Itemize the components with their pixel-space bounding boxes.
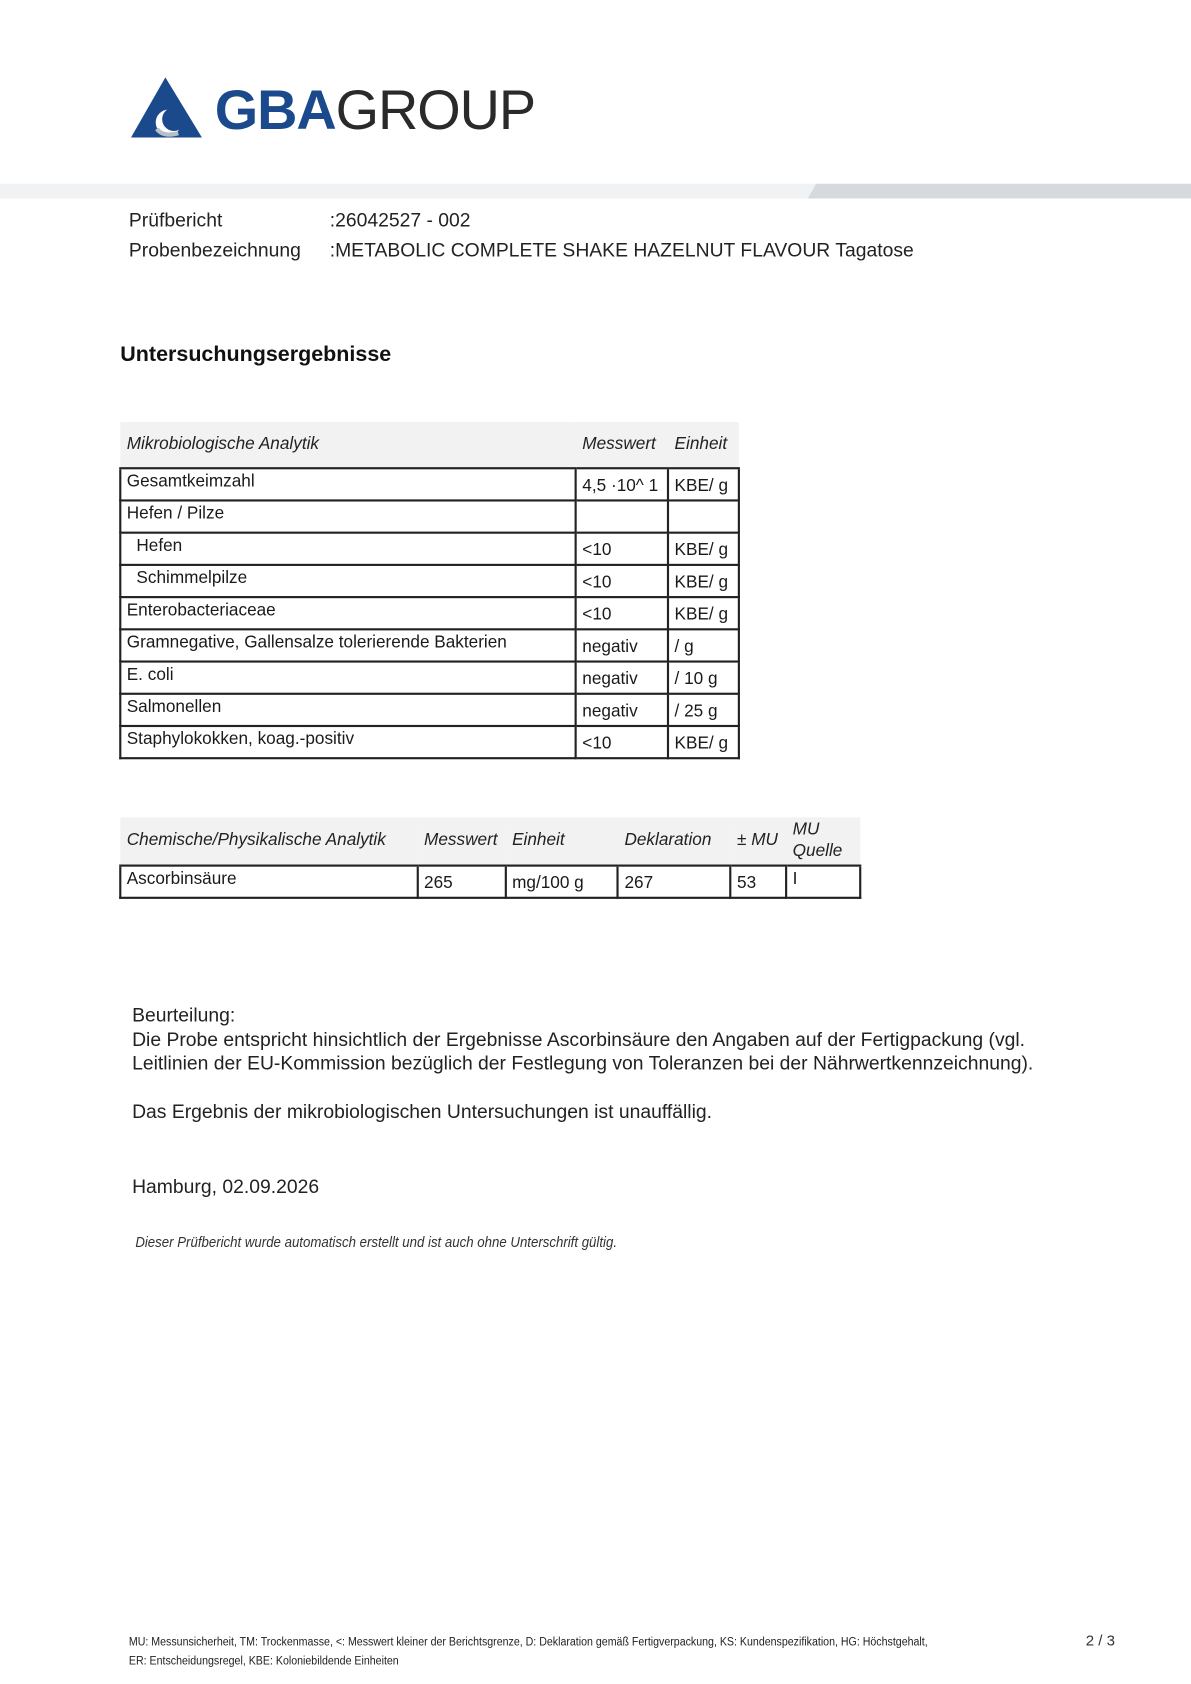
measured-value: negativ <box>576 629 668 661</box>
logo-wordmark <box>215 78 535 142</box>
table-header-row <box>120 817 860 865</box>
results-heading: Untersuchungsergebnisse <box>120 342 392 367</box>
unit: mg/100 g <box>506 866 618 898</box>
measured-value: negativ <box>576 662 668 694</box>
unit: / g <box>668 629 739 661</box>
declaration-value: 267 <box>618 866 731 898</box>
unit: / 25 g <box>668 694 739 726</box>
unit: KBE/ g <box>668 726 739 758</box>
unit: / 10 g <box>668 662 739 694</box>
column-header-unit: Einheit <box>506 817 618 865</box>
table-row <box>120 662 739 694</box>
analysis-name: Salmonellen <box>120 694 576 726</box>
table-row <box>120 533 739 565</box>
header-band <box>0 184 1191 199</box>
sample-name-value: :METABOLIC COMPLETE SHAKE HAZELNUT FLAVOUR Tagatose <box>329 239 914 261</box>
analysis-name: Enterobacteriaceae <box>120 597 576 629</box>
analysis-name: E. coli <box>120 662 576 694</box>
footer-legend <box>129 1632 928 1671</box>
analysis-name: Ascorbinsäure <box>120 866 417 898</box>
table-header-row <box>120 422 739 468</box>
assessment-heading: Beurteilung: <box>132 1004 236 1026</box>
column-header-value: Messwert <box>576 422 668 468</box>
unit: KBE/ g <box>668 533 739 565</box>
analysis-name: Schimmelpilze <box>120 565 576 597</box>
logo-group-text: GROUP <box>335 79 536 142</box>
mu-source-value: I <box>786 866 860 898</box>
unit <box>668 500 739 532</box>
measured-value: negativ <box>576 694 668 726</box>
analysis-name: Hefen <box>120 533 576 565</box>
column-header-declaration: Deklaration <box>618 817 731 865</box>
report-number-row <box>129 208 945 232</box>
assessment-line-2: Leitlinien der EU-Kommission bezüglich der Festlegung von Toleranzen bei der Nährwertkennzeichnung). <box>132 1052 1034 1074</box>
column-header-unit: Einheit <box>668 422 739 468</box>
report-number-label: Prüfbericht <box>128 209 223 231</box>
analysis-name: Hefen / Pilze <box>120 500 576 532</box>
microbiology-table <box>119 422 740 759</box>
unit: KBE/ g <box>668 597 739 629</box>
auto-generated-note: Dieser Prüfbericht wurde automatisch erstellt und ist auch ohne Unterschrift gültig. <box>135 1232 618 1251</box>
mu-source-line-2: Quelle <box>792 841 843 861</box>
gba-group-logo <box>131 75 536 142</box>
table-row <box>120 629 739 661</box>
sample-name-label: Probenbezeichnung <box>128 239 301 261</box>
table-row <box>120 500 739 532</box>
column-header-analysis: Chemische/Physikalische Analytik <box>120 817 417 865</box>
logo-gba-text: GBA <box>214 79 336 142</box>
report-number-value: :26042527 ‑ 002 <box>329 209 471 231</box>
unit: KBE/ g <box>668 468 739 500</box>
column-header-value: Messwert <box>418 817 506 865</box>
mu-value: 53 <box>731 866 787 898</box>
measured-value: <10 <box>576 565 668 597</box>
table-row <box>120 726 739 758</box>
measured-value: <10 <box>576 726 668 758</box>
measured-value: <10 <box>576 533 668 565</box>
analysis-name: Gramnegative, Gallensalze tolerierende Bakterien <box>120 629 576 661</box>
table-row <box>120 565 739 597</box>
mu-source-line-1: MU <box>792 820 820 839</box>
footer-line-1: MU: Messunsicherheit, TM: Trockenmasse, <: Messwert kleiner der Berichtsgrenze, D: Deklaration gemäß Fertigverpackung, KS: Kundenspezifikation, HG: Höchstgehalt, <box>128 1635 928 1649</box>
column-header-mu: ± MU <box>731 817 787 865</box>
measured-value: 265 <box>418 866 506 898</box>
footer-line-2: ER: Entscheidungsregel, KBE: Koloniebildende Einheiten <box>128 1654 399 1668</box>
column-header-analysis: Mikrobiologische Analytik <box>120 422 576 468</box>
page-number: 2 / 3 <box>1085 1631 1116 1649</box>
logo-mark-icon <box>131 75 206 142</box>
measured-value: <10 <box>576 597 668 629</box>
analysis-name: Staphylokokken, koag.-positiv <box>120 726 576 758</box>
measured-value: 4,5 ·10^ 1 <box>576 468 668 500</box>
unit: KBE/ g <box>668 565 739 597</box>
column-header-mu-source <box>786 817 860 865</box>
analysis-name: Gesamtkeimzahl <box>120 468 576 500</box>
table-row <box>120 468 739 500</box>
place-date: Hamburg, 02.09.2026 <box>132 1175 320 1198</box>
table-row <box>120 866 860 898</box>
assessment-line-1: Die Probe entspricht hinsichtlich der Ergebnisse Ascorbinsäure den Angaben auf der Fertigpackung (vgl. <box>132 1028 1026 1051</box>
micro-result-text: Das Ergebnis der mikrobiologischen Untersuchungen ist unauffällig. <box>132 1100 713 1123</box>
chemistry-table <box>119 817 861 899</box>
sample-name-row <box>129 238 945 262</box>
table-row <box>120 694 739 726</box>
measured-value <box>576 500 668 532</box>
table-row <box>120 597 739 629</box>
